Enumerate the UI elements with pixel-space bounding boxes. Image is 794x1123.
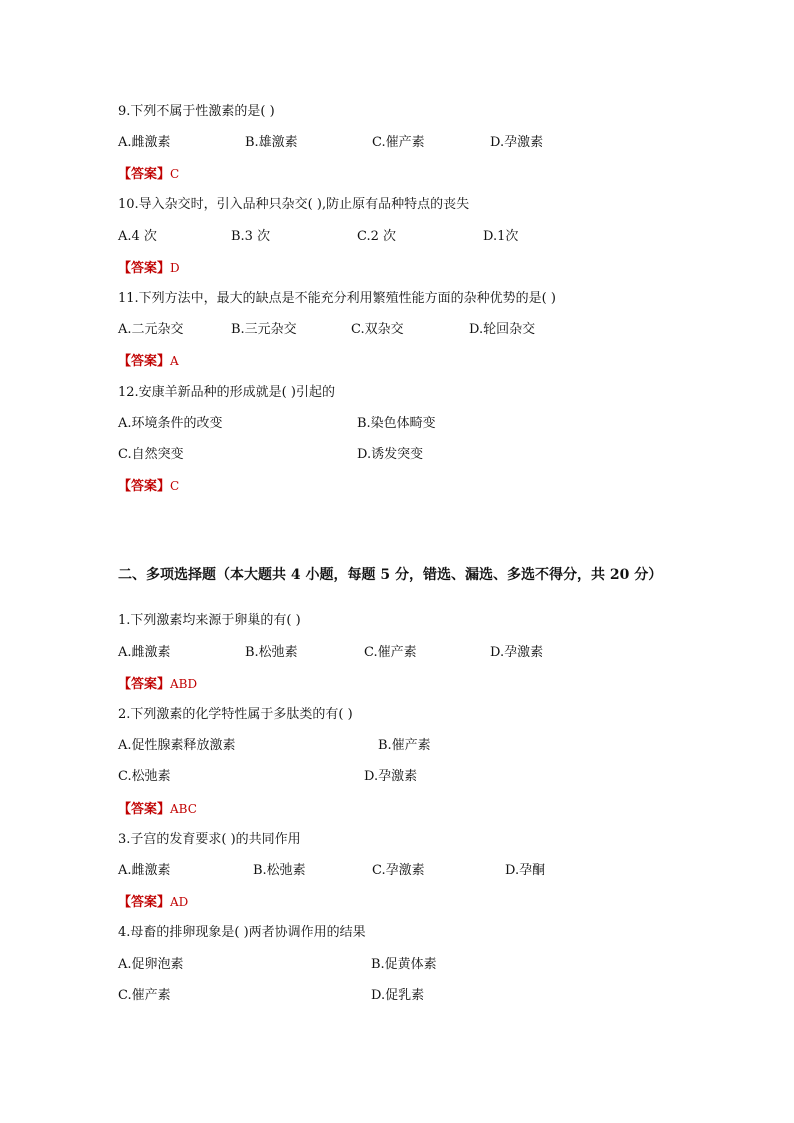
question-10-option-a: A.4 次	[118, 229, 157, 244]
question-10-answer	[118, 260, 180, 277]
question-12-option-a: A.环境条件的改变	[118, 416, 223, 431]
question-10-option-d: D.1次	[483, 229, 519, 244]
answer-value: A	[170, 354, 179, 368]
answer-label: 【答案】	[118, 802, 171, 817]
question-11-stem: 11.下列方法中，最大的缺点是不能充分利用繁殖性能方面的杂种优势的是( )	[118, 291, 556, 306]
answer-label: 【答案】	[118, 677, 171, 692]
answer-value: ABD	[170, 677, 198, 691]
answer-label: 【答案】	[118, 261, 171, 276]
answer-label: 【答案】	[118, 354, 171, 369]
question-9-option-b: B.雄激素	[245, 135, 298, 150]
section-heading: 二、多项选择题（本大题共 4 小题，每题 5 分，错选、漏选、多选不得分，共 20 分）	[118, 567, 663, 583]
multi-question-1-answer	[118, 676, 197, 693]
multi-question-1-option-a: A.雌激素	[118, 645, 171, 660]
multi-question-3-option-c: C.孕激素	[372, 863, 425, 878]
multi-question-2-option-a: A.促性腺素释放激素	[118, 738, 236, 753]
answer-value: C	[170, 479, 180, 493]
question-10-option-b: B.3 次	[231, 229, 271, 244]
answer-label: 【答案】	[118, 895, 171, 910]
multi-question-3-stem: 3.子宫的发育要求( )的共同作用	[118, 832, 301, 847]
answer-value: AD	[170, 895, 189, 909]
multi-question-1-option-b: B.松弛素	[245, 645, 298, 660]
question-9-stem: 9.下列不属于性激素的是( )	[118, 104, 275, 119]
multi-question-2-option-d: D.孕激素	[364, 769, 418, 784]
question-12-stem: 12.安康羊新品种的形成就是( )引起的	[118, 385, 335, 400]
multi-question-4-option-b: B.促黄体素	[371, 957, 437, 972]
question-12-option-b: B.染色体畸变	[357, 416, 436, 431]
answer-label: 【答案】	[118, 479, 171, 494]
multi-question-1-stem: 1.下列激素均来源于卵巢的有( )	[118, 613, 301, 628]
question-11-option-a: A.二元杂交	[118, 322, 184, 337]
multi-question-2-stem: 2.下列激素的化学特性属于多肽类的有( )	[118, 707, 353, 722]
multi-question-3-answer	[118, 894, 188, 911]
multi-question-4-option-d: D.促乳素	[371, 988, 425, 1003]
question-9-option-a: A.雌激素	[118, 135, 171, 150]
question-11-option-b: B.三元杂交	[231, 322, 297, 337]
multi-question-3-option-b: B.松弛素	[253, 863, 306, 878]
multi-question-3-option-d: D.孕酮	[505, 863, 546, 878]
multi-question-2-option-b: B.催产素	[378, 738, 431, 753]
multi-question-1-option-d: D.孕激素	[490, 645, 544, 660]
question-10-stem: 10.导入杂交时，引入品种只杂交( ),防止原有品种特点的丧失	[118, 197, 470, 212]
question-11-answer	[118, 353, 179, 370]
multi-question-1-option-c: C.催产素	[364, 645, 417, 660]
question-10-option-c: C.2 次	[357, 229, 397, 244]
multi-question-2-answer	[118, 801, 197, 818]
question-12-option-d: D.诱发突变	[357, 447, 424, 462]
answer-value: C	[170, 167, 180, 181]
multi-question-4-option-c: C.催产素	[118, 988, 171, 1003]
question-9-option-d: D.孕激素	[490, 135, 544, 150]
multi-question-3-option-a: A.雌激素	[118, 863, 171, 878]
multi-question-2-option-c: C.松弛素	[118, 769, 171, 784]
question-9-option-c: C.催产素	[372, 135, 425, 150]
question-12-answer	[118, 478, 179, 495]
question-12-option-c: C.自然突变	[118, 447, 184, 462]
answer-value: ABC	[170, 802, 197, 816]
multi-question-4-option-a: A.促卵泡素	[118, 957, 184, 972]
answer-value: D	[170, 261, 180, 275]
answer-label: 【答案】	[118, 167, 171, 182]
question-9-answer	[118, 166, 179, 183]
question-11-option-d: D.轮回杂交	[469, 322, 536, 337]
multi-question-4-stem: 4.母畜的排卵现象是( )两者协调作用的结果	[118, 925, 366, 940]
question-11-option-c: C.双杂交	[351, 322, 404, 337]
